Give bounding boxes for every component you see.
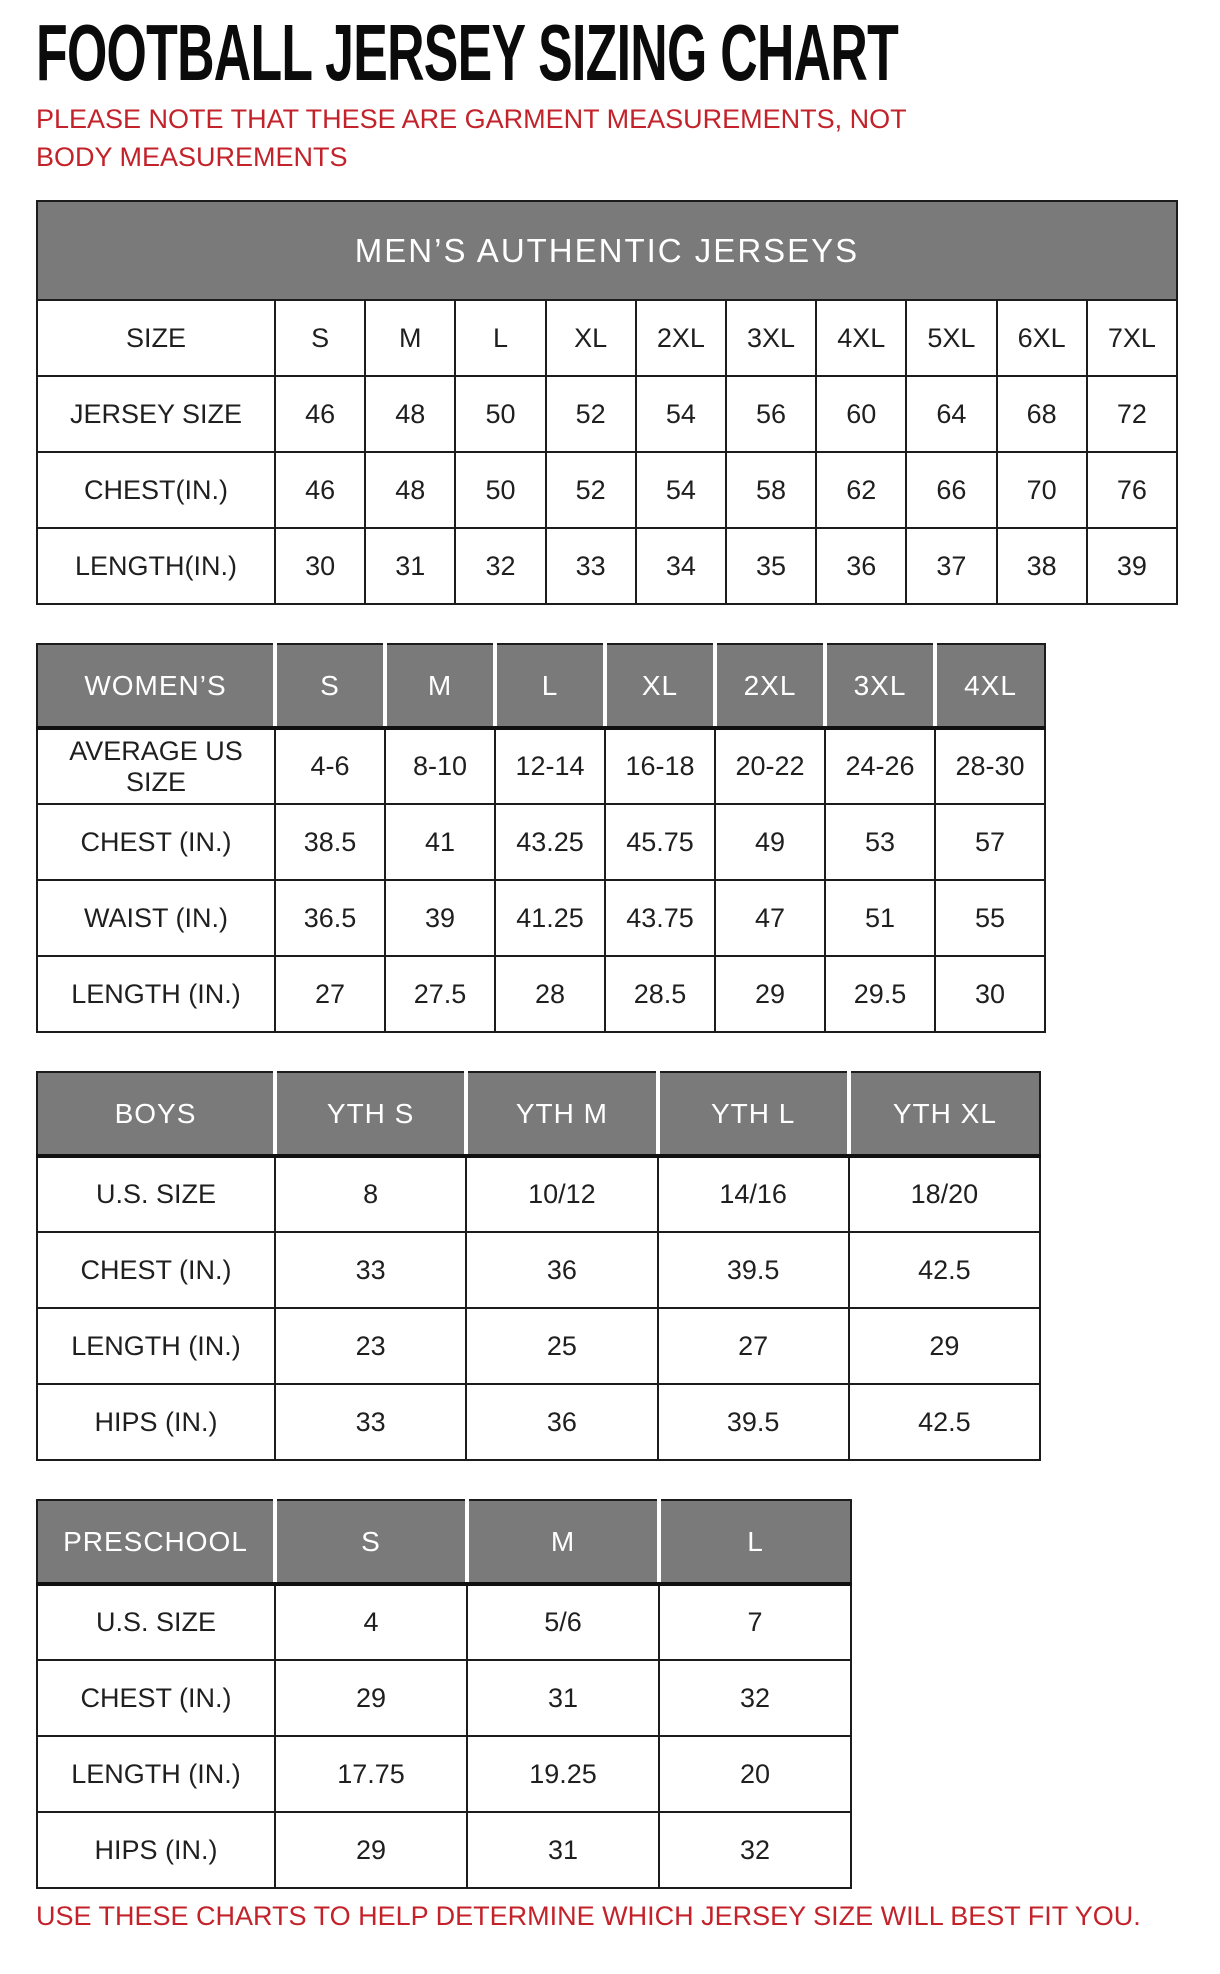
cell-value: 41.25 xyxy=(495,880,605,956)
cell-value: 43.75 xyxy=(605,880,715,956)
cell-value: 23 xyxy=(275,1308,466,1384)
cell-value: 41 xyxy=(385,804,495,880)
cell-value: 50 xyxy=(455,452,545,528)
cell-value: 33 xyxy=(546,528,636,604)
table-row xyxy=(37,1584,851,1660)
cell-value: 19.25 xyxy=(467,1736,659,1812)
cell-value: 27 xyxy=(275,956,385,1032)
cell-value: 28.5 xyxy=(605,956,715,1032)
preschool-table xyxy=(36,1499,852,1889)
table-row xyxy=(37,956,1045,1032)
cell-value: 31 xyxy=(365,528,455,604)
cell-value: 62 xyxy=(816,452,906,528)
cell-value: 38 xyxy=(997,528,1087,604)
cell-value: 27 xyxy=(658,1308,849,1384)
row-label: SIZE xyxy=(37,300,275,376)
mens-authentic-jerseys-table xyxy=(36,200,1178,605)
column-header: YTH M xyxy=(466,1072,657,1156)
cell-value: 30 xyxy=(935,956,1045,1032)
table-row xyxy=(37,1156,1040,1232)
column-header: S xyxy=(275,1500,467,1584)
boys-table xyxy=(36,1071,1041,1461)
cell-value: 7XL xyxy=(1087,300,1177,376)
row-label: JERSEY SIZE xyxy=(37,376,275,452)
row-label: AVERAGE US SIZE xyxy=(37,728,275,804)
cell-value: 45.75 xyxy=(605,804,715,880)
row-label: HIPS (IN.) xyxy=(37,1812,275,1888)
cell-value: 8 xyxy=(275,1156,466,1232)
cell-value: 54 xyxy=(636,376,726,452)
cell-value: 50 xyxy=(455,376,545,452)
cell-value: 58 xyxy=(726,452,816,528)
cell-value: 4XL xyxy=(816,300,906,376)
table-row xyxy=(37,452,1177,528)
cell-value: 52 xyxy=(546,376,636,452)
row-label: CHEST (IN.) xyxy=(37,804,275,880)
table-banner-row xyxy=(37,201,1177,300)
cell-value: 76 xyxy=(1087,452,1177,528)
cell-value: 6XL xyxy=(997,300,1087,376)
cell-value: 46 xyxy=(275,376,365,452)
table-header-row xyxy=(37,1500,851,1584)
cell-value: 68 xyxy=(997,376,1087,452)
cell-value: 17.75 xyxy=(275,1736,467,1812)
cell-value: 36 xyxy=(466,1384,657,1460)
cell-value: 48 xyxy=(365,452,455,528)
cell-value: 28 xyxy=(495,956,605,1032)
cell-value: 7 xyxy=(659,1584,851,1660)
page-title: FOOTBALL JERSEY SIZING CHART xyxy=(36,7,899,98)
table-row xyxy=(37,1736,851,1812)
cell-value: 20 xyxy=(659,1736,851,1812)
table-row xyxy=(37,804,1045,880)
row-label: LENGTH (IN.) xyxy=(37,1308,275,1384)
cell-value: 18/20 xyxy=(849,1156,1040,1232)
column-header: L xyxy=(495,644,605,728)
row-label: CHEST(IN.) xyxy=(37,452,275,528)
cell-value: 4 xyxy=(275,1584,467,1660)
row-label: CHEST (IN.) xyxy=(37,1660,275,1736)
cell-value: 53 xyxy=(825,804,935,880)
boys-title-cell: BOYS xyxy=(37,1072,275,1156)
cell-value: 39 xyxy=(385,880,495,956)
cell-value: 70 xyxy=(997,452,1087,528)
garment-measurements-note: PLEASE NOTE THAT THESE ARE GARMENT MEASUREMENTS, NOT BODY MEASUREMENTS xyxy=(36,104,907,172)
cell-value: 16-18 xyxy=(605,728,715,804)
row-label: LENGTH(IN.) xyxy=(37,528,275,604)
cell-value: 32 xyxy=(659,1660,851,1736)
cell-value: S xyxy=(275,300,365,376)
cell-value: 8-10 xyxy=(385,728,495,804)
column-header: 4XL xyxy=(935,644,1045,728)
cell-value: 56 xyxy=(726,376,816,452)
table-row xyxy=(37,1384,1040,1460)
cell-value: 37 xyxy=(906,528,996,604)
cell-value: 42.5 xyxy=(849,1384,1040,1460)
column-header: S xyxy=(275,644,385,728)
cell-value: 29 xyxy=(275,1812,467,1888)
table-row xyxy=(37,728,1045,804)
column-header: YTH S xyxy=(275,1072,466,1156)
cell-value: L xyxy=(455,300,545,376)
cell-value: 14/16 xyxy=(658,1156,849,1232)
cell-value: 36.5 xyxy=(275,880,385,956)
cell-value: 66 xyxy=(906,452,996,528)
table-row xyxy=(37,1308,1040,1384)
cell-value: 39.5 xyxy=(658,1232,849,1308)
cell-value: 10/12 xyxy=(466,1156,657,1232)
cell-value: 2XL xyxy=(636,300,726,376)
cell-value: 31 xyxy=(467,1660,659,1736)
row-label: HIPS (IN.) xyxy=(37,1384,275,1460)
cell-value: 24-26 xyxy=(825,728,935,804)
table-row xyxy=(37,528,1177,604)
row-label: LENGTH (IN.) xyxy=(37,956,275,1032)
cell-value: 35 xyxy=(726,528,816,604)
fit-advice-note: USE THESE CHARTS TO HELP DETERMINE WHICH JERSEY SIZE WILL BEST FIT YOU. xyxy=(36,1901,1141,1931)
column-header: 3XL xyxy=(825,644,935,728)
cell-value: 36 xyxy=(816,528,906,604)
cell-value: 33 xyxy=(275,1384,466,1460)
cell-value: 5/6 xyxy=(467,1584,659,1660)
cell-value: 48 xyxy=(365,376,455,452)
column-header: YTH L xyxy=(658,1072,849,1156)
cell-value: 49 xyxy=(715,804,825,880)
cell-value: 32 xyxy=(659,1812,851,1888)
cell-value: 28-30 xyxy=(935,728,1045,804)
column-header: M xyxy=(385,644,495,728)
cell-value: 25 xyxy=(466,1308,657,1384)
column-header: 2XL xyxy=(715,644,825,728)
cell-value: 3XL xyxy=(726,300,816,376)
cell-value: M xyxy=(365,300,455,376)
cell-value: 29 xyxy=(275,1660,467,1736)
mens-authentic-jerseys-banner: MEN’S AUTHENTIC JERSEYS xyxy=(37,201,1177,300)
cell-value: 4-6 xyxy=(275,728,385,804)
row-label: U.S. SIZE xyxy=(37,1584,275,1660)
cell-value: 29 xyxy=(715,956,825,1032)
table-row xyxy=(37,880,1045,956)
cell-value: 32 xyxy=(455,528,545,604)
column-header: YTH XL xyxy=(849,1072,1040,1156)
cell-value: 12-14 xyxy=(495,728,605,804)
cell-value: 29 xyxy=(849,1308,1040,1384)
cell-value: 51 xyxy=(825,880,935,956)
cell-value: 47 xyxy=(715,880,825,956)
cell-value: XL xyxy=(546,300,636,376)
cell-value: 57 xyxy=(935,804,1045,880)
table-row xyxy=(37,1812,851,1888)
tables-container xyxy=(36,200,1220,1889)
table-row xyxy=(37,1660,851,1736)
cell-value: 60 xyxy=(816,376,906,452)
cell-value: 54 xyxy=(636,452,726,528)
cell-value: 46 xyxy=(275,452,365,528)
row-label: U.S. SIZE xyxy=(37,1156,275,1232)
cell-value: 34 xyxy=(636,528,726,604)
cell-value: 72 xyxy=(1087,376,1177,452)
table-row xyxy=(37,1232,1040,1308)
table-row xyxy=(37,376,1177,452)
column-header: M xyxy=(467,1500,659,1584)
cell-value: 27.5 xyxy=(385,956,495,1032)
cell-value: 38.5 xyxy=(275,804,385,880)
womens-title-cell: WOMEN’S xyxy=(37,644,275,728)
column-header: XL xyxy=(605,644,715,728)
cell-value: 43.25 xyxy=(495,804,605,880)
cell-value: 31 xyxy=(467,1812,659,1888)
preschool-title-cell: PRESCHOOL xyxy=(37,1500,275,1584)
cell-value: 33 xyxy=(275,1232,466,1308)
womens-table xyxy=(36,643,1046,1033)
cell-value: 30 xyxy=(275,528,365,604)
cell-value: 39.5 xyxy=(658,1384,849,1460)
column-header: L xyxy=(659,1500,851,1584)
table-header-row xyxy=(37,644,1045,728)
cell-value: 39 xyxy=(1087,528,1177,604)
cell-value: 55 xyxy=(935,880,1045,956)
table-row xyxy=(37,300,1177,376)
cell-value: 42.5 xyxy=(849,1232,1040,1308)
cell-value: 29.5 xyxy=(825,956,935,1032)
row-label: WAIST (IN.) xyxy=(37,880,275,956)
cell-value: 20-22 xyxy=(715,728,825,804)
table-header-row xyxy=(37,1072,1040,1156)
cell-value: 5XL xyxy=(906,300,996,376)
row-label: CHEST (IN.) xyxy=(37,1232,275,1308)
cell-value: 36 xyxy=(466,1232,657,1308)
row-label: LENGTH (IN.) xyxy=(37,1736,275,1812)
cell-value: 52 xyxy=(546,452,636,528)
cell-value: 64 xyxy=(906,376,996,452)
